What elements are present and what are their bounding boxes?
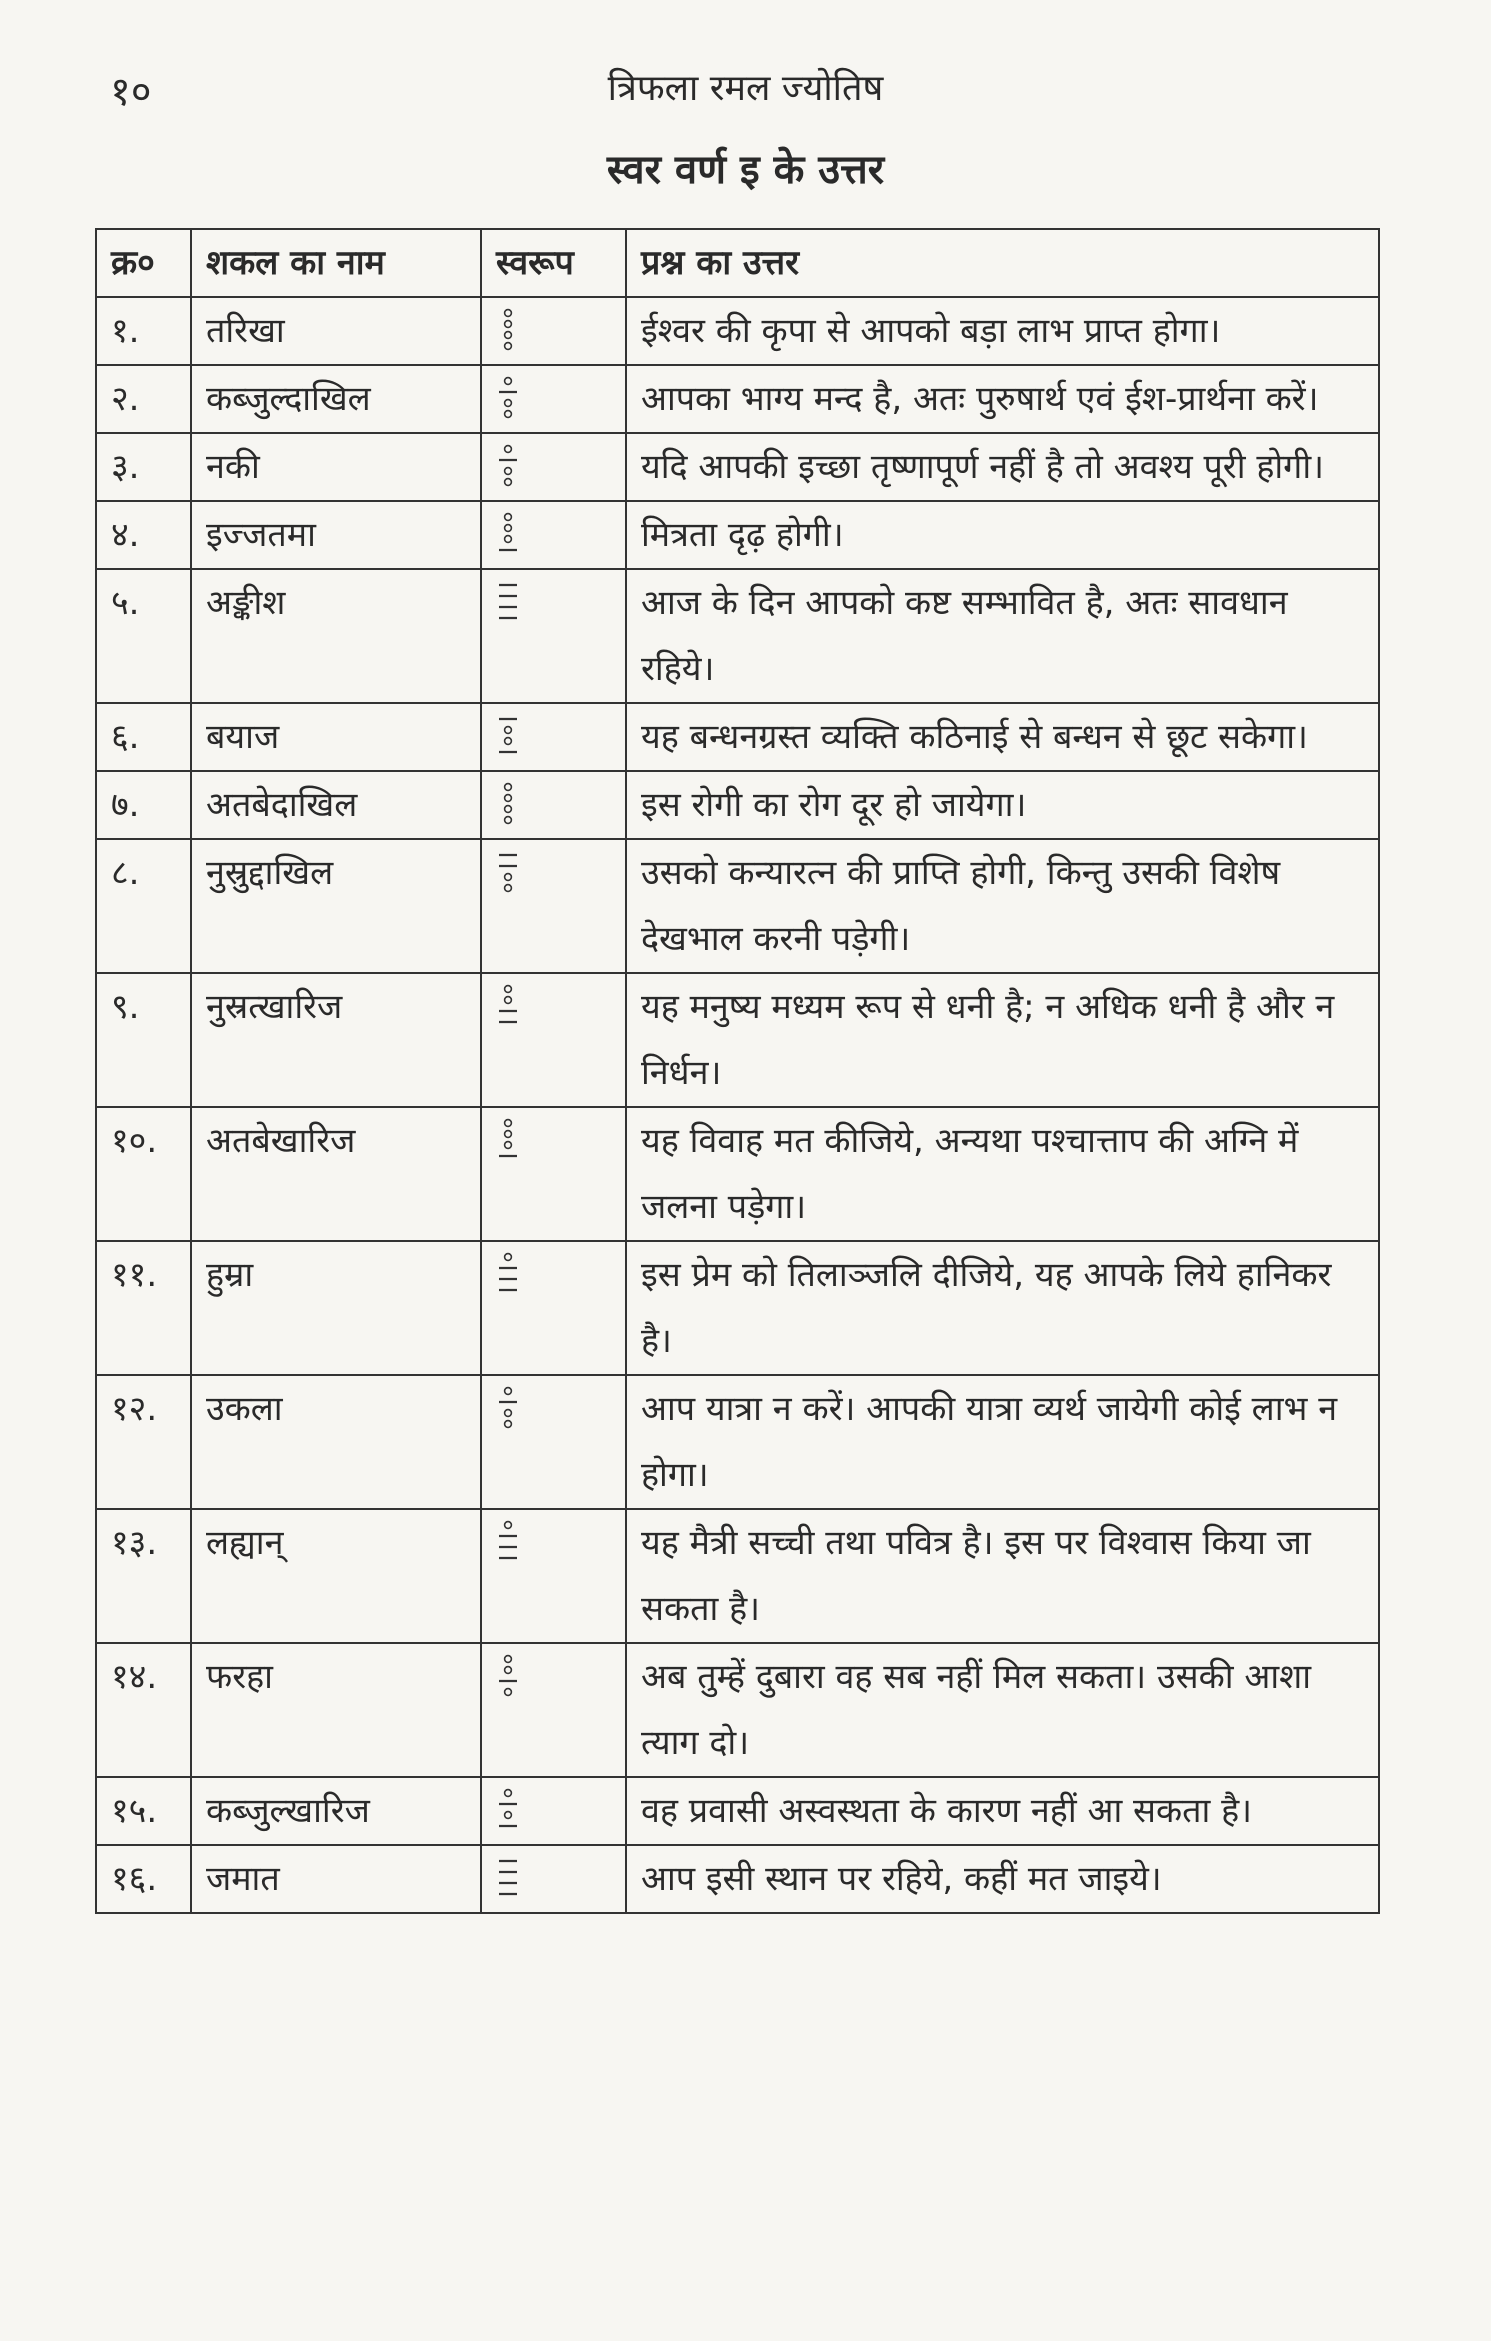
figure-name: अङ्कीश [191,569,481,703]
figure-cell [481,1845,626,1913]
figure-cell [481,569,626,703]
figure-cell [481,703,626,771]
figure-cell [481,973,626,1107]
table-row [96,297,1379,365]
table-row [96,771,1379,839]
table-row [96,1375,1379,1509]
answer-text: इस प्रेम को तिलाञ्जलि दीजिये, यह आपके लिये हानिकर है। [626,1241,1379,1375]
table-row [96,1107,1379,1241]
figure-name: लह्यान् [191,1509,481,1643]
single-dot-mark [505,727,512,734]
single-dot-mark [505,1131,512,1138]
answer-text: आपका भाग्य मन्द है, अतः पुरुषार्थ एवं ईश-प्रार्थना करें। [626,365,1379,433]
single-dot-mark [505,1254,512,1261]
single-dot-mark [505,1522,512,1529]
geomantic-figure-svg [496,580,520,626]
row-number: २. [96,365,191,433]
row-number: ६. [96,703,191,771]
figure-name: अतबेखारिज [191,1107,481,1241]
geomantic-figure-icon [496,376,520,422]
figure-cell [481,501,626,569]
figure-cell [481,1643,626,1777]
single-dot-mark [505,514,512,521]
row-number: १६. [96,1845,191,1913]
geomantic-figure-icon [496,1654,520,1700]
single-dot-mark [505,400,512,407]
single-dot-mark [505,806,512,813]
row-number: ८. [96,839,191,973]
geomantic-figure-icon [496,850,520,896]
geomantic-figure-svg [496,984,520,1030]
row-number: १३. [96,1509,191,1643]
geomantic-figure-svg [496,1788,520,1834]
figure-name: जमात [191,1845,481,1913]
single-dot-mark [505,310,512,317]
geomantic-figure-icon [496,444,520,490]
geomantic-figure-svg [496,512,520,558]
geomantic-figure-svg [496,1118,520,1164]
single-dot-mark [505,874,512,881]
geomantic-figure-icon [496,1386,520,1432]
row-number: ७. [96,771,191,839]
row-number: ३. [96,433,191,501]
table-body [96,297,1379,1913]
row-number: ५. [96,569,191,703]
geomantic-figure-icon [496,1118,520,1164]
table-row [96,569,1379,703]
figure-name: नकी [191,433,481,501]
figure-cell [481,1509,626,1643]
figure-name: इज्जतमा [191,501,481,569]
single-dot-mark [505,1410,512,1417]
answer-text: उसको कन्यारत्न की प्राप्ति होगी, किन्तु उसकी विशेष देखभाल करनी पड़ेगी। [626,839,1379,973]
answer-text: ईश्वर की कृपा से आपको बड़ा लाभ प्राप्त होगा। [626,297,1379,365]
single-dot-mark [505,784,512,791]
single-dot-mark [505,343,512,350]
single-dot-mark [505,536,512,543]
column-header-number: क्र० [96,229,191,297]
geomantic-figure-svg [496,714,520,760]
geomantic-figure-svg [496,1252,520,1298]
table-row [96,1241,1379,1375]
row-number: १२. [96,1375,191,1509]
section-title: स्वर वर्ण इ के उत्तर [606,147,885,193]
figure-cell [481,1107,626,1241]
geomantic-figure-icon [496,984,520,1030]
table-row [96,365,1379,433]
table-row [96,839,1379,973]
answer-text: यदि आपकी इच्छा तृष्णापूर्ण नहीं है तो अवश्य पूरी होगी। [626,433,1379,501]
geomantic-figure-icon [496,1252,520,1298]
answer-text: अब तुम्हें दुबारा वह सब नहीं मिल सकता। उसकी आशा त्याग दो। [626,1643,1379,1777]
figure-cell [481,433,626,501]
figure-name: नुस्रत्खारिज [191,973,481,1107]
geomantic-figure-icon [496,308,520,354]
single-dot-mark [505,479,512,486]
geomantic-figure-icon [496,1520,520,1566]
answer-text: आप इसी स्थान पर रहिये, कहीं मत जाइये। [626,1845,1379,1913]
single-dot-mark [505,411,512,418]
figure-name: नुस्रुद्दाखिल [191,839,481,973]
single-dot-mark [505,1667,512,1674]
single-dot-mark [505,885,512,892]
row-number: ११. [96,1241,191,1375]
answer-text: यह मनुष्य मध्यम रूप से धनी है; न अधिक धनी है और न निर्धन। [626,973,1379,1107]
single-dot-mark [505,468,512,475]
single-dot-mark [505,1388,512,1395]
figure-name: कब्जुल्खारिज [191,1777,481,1845]
single-dot-mark [505,321,512,328]
answer-text: यह मैत्री सच्ची तथा पवित्र है। इस पर विश्वास किया जा सकता है। [626,1509,1379,1643]
single-dot-mark [505,738,512,745]
answer-text: आप यात्रा न करें। आपकी यात्रा व्यर्थ जायेगी कोई लाभ न होगा। [626,1375,1379,1509]
geomantic-figure-icon [496,580,520,626]
figure-cell [481,1241,626,1375]
single-dot-mark [505,986,512,993]
figure-cell [481,1375,626,1509]
geomantic-figure-svg [496,782,520,828]
single-dot-mark [505,1689,512,1696]
geomantic-figure-icon [496,782,520,828]
running-title: त्रिफला रमल ज्योतिष [607,68,884,109]
answer-text: वह प्रवासी अस्वस्थता के कारण नहीं आ सकता है। [626,1777,1379,1845]
column-header-figure: स्वरूप [481,229,626,297]
table-row [96,433,1379,501]
column-header-name: शकल का नाम [191,229,481,297]
figure-cell [481,365,626,433]
row-number: १०. [96,1107,191,1241]
table-row [96,501,1379,569]
table-row [96,973,1379,1107]
single-dot-mark [505,525,512,532]
table-header-row [96,229,1379,297]
geomantic-figure-svg [496,308,520,354]
geomantic-figure-svg [496,1654,520,1700]
page-number: १० [110,69,152,115]
row-number: ४. [96,501,191,569]
answer-text: इस रोगी का रोग दूर हो जायेगा। [626,771,1379,839]
row-number: ९. [96,973,191,1107]
geomantic-figure-svg [496,1386,520,1432]
figure-name: अतबेदाखिल [191,771,481,839]
geomantic-figure-icon [496,1788,520,1834]
figure-cell [481,1777,626,1845]
answer-text: आज के दिन आपको कष्ट सम्भावित है, अतः सावधान रहिये। [626,569,1379,703]
geomantic-figure-icon [496,512,520,558]
table-row [96,703,1379,771]
table-row [96,1509,1379,1643]
single-dot-mark [505,1421,512,1428]
figure-name: कब्जुल्दाखिल [191,365,481,433]
table-row [96,1777,1379,1845]
row-number: १५. [96,1777,191,1845]
figure-name: बयाज [191,703,481,771]
single-dot-mark [505,332,512,339]
figure-name: उकला [191,1375,481,1509]
answers-table [95,228,1380,1914]
geomantic-figure-icon [496,1856,520,1902]
figure-cell [481,297,626,365]
geomantic-figure-svg [496,1520,520,1566]
single-dot-mark [505,1790,512,1797]
answer-text: मित्रता दृढ़ होगी। [626,501,1379,569]
geomantic-figure-svg [496,444,520,490]
answer-text: यह विवाह मत कीजिये, अन्यथा पश्चात्ताप की अग्नि में जलना पड़ेगा। [626,1107,1379,1241]
single-dot-mark [505,1120,512,1127]
geomantic-figure-svg [496,850,520,896]
geomantic-figure-svg [496,376,520,422]
figure-cell [481,839,626,973]
row-number: १. [96,297,191,365]
table-row [96,1845,1379,1913]
figure-cell [481,771,626,839]
column-header-answer: प्रश्न का उत्तर [626,229,1379,297]
figure-name: फरहा [191,1643,481,1777]
single-dot-mark [505,1656,512,1663]
single-dot-mark [505,378,512,385]
answer-text: यह बन्धनग्रस्त व्यक्ति कठिनाई से बन्धन से छूट सकेगा। [626,703,1379,771]
table-row [96,1643,1379,1777]
single-dot-mark [505,795,512,802]
figure-name: तरिखा [191,297,481,365]
single-dot-mark [505,997,512,1004]
single-dot-mark [505,1142,512,1149]
geomantic-figure-icon [496,714,520,760]
geomantic-figure-svg [496,1856,520,1902]
row-number: १४. [96,1643,191,1777]
figure-name: हुम्रा [191,1241,481,1375]
single-dot-mark [505,446,512,453]
single-dot-mark [505,1812,512,1819]
single-dot-mark [505,817,512,824]
